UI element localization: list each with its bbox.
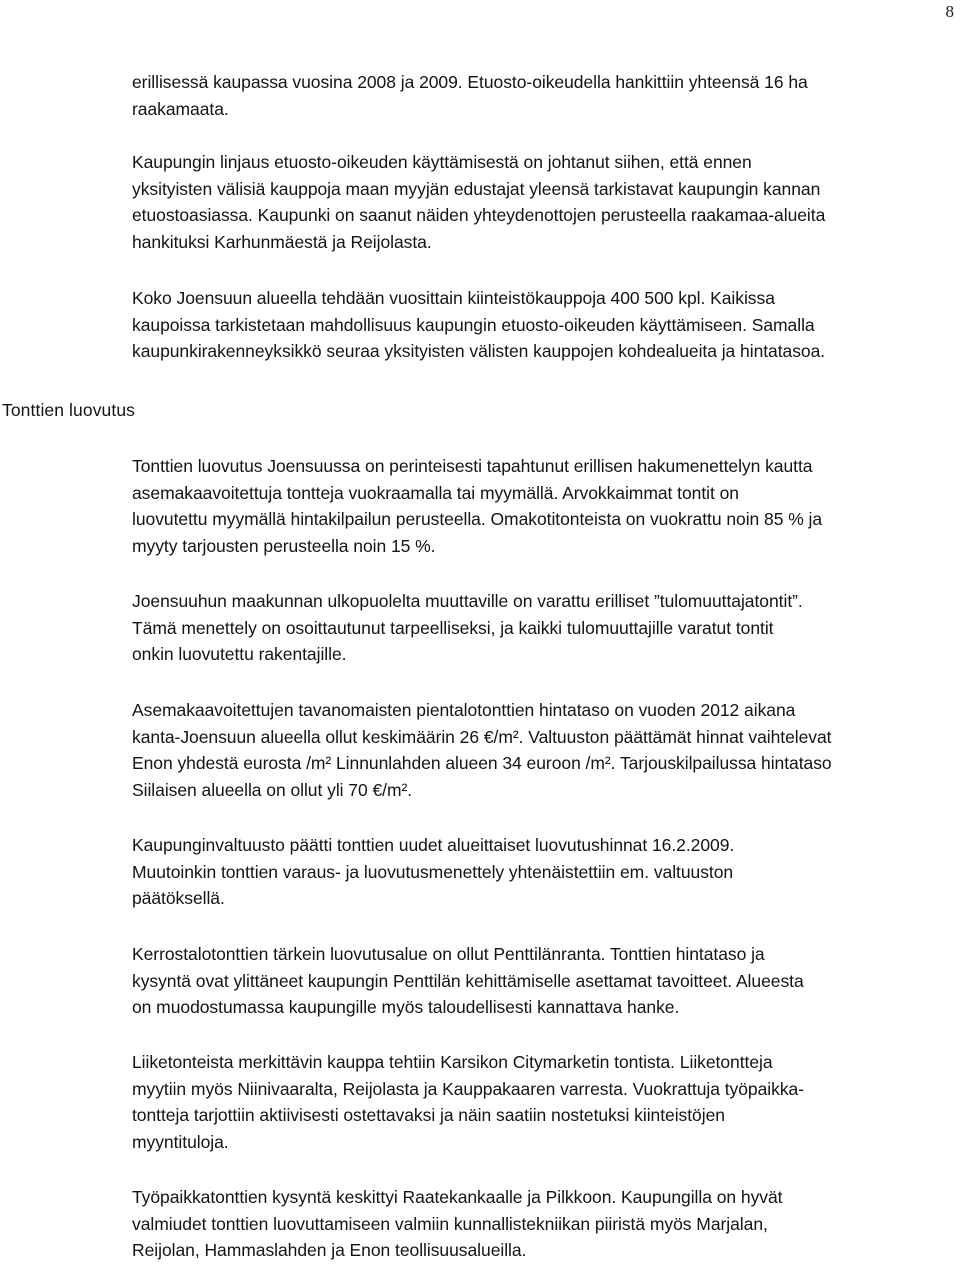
text-line: Joensuuhun maakunnan ulkopuolelta muuttaville on varattu erilliset ”tulomuuttajatontit”. — [132, 591, 803, 611]
text-line: Kaupungin linjaus etuosto-oikeuden käyttämisestä on johtanut siihen, että ennen — [132, 152, 752, 172]
text-line: myyty tarjousten perusteella noin 15 %. — [132, 535, 436, 556]
text-line: Enon yhdestä eurosta /m² Linnunlahden alueen 34 euroon /m². Tarjouskilpailussa hintataso — [132, 753, 832, 774]
text-line: Tämä menettely on osoittautunut tarpeelliseksi, ja kaikki tulomuuttajille varatut tontit — [132, 617, 774, 638]
side-heading: Tonttien luovutus — [2, 400, 136, 420]
text-line: tontteja tarjottiin aktiivisesti ostettavaksi ja näin saatiin nostetuksi kiinteistöjen — [132, 1105, 725, 1126]
text-line: onkin luovutettu rakentajille. — [132, 644, 347, 665]
text-line: Muutoinkin tonttien varaus- ja luovutusmenettely yhtenäistettiin em. valtuuston — [132, 861, 734, 882]
paragraph — [132, 453, 960, 559]
text-line: Kaupunginvaltuusto päätti tonttien uudet alueittaiset luovutushinnat 16.2.2009. — [132, 835, 735, 855]
paragraph — [132, 588, 960, 668]
text-line: asemakaavoitettuja tontteja vuokraamalla tai myymällä. Arvokkaimmat tontit on — [132, 482, 739, 503]
text-line: etuostoasiassa. Kaupunki on saanut näiden yhteydenottojen perusteella raakamaa-alueita — [132, 205, 826, 226]
text-line: Reijolan, Hammaslahden ja Enon teollisuusalueilla. — [132, 1240, 527, 1261]
text-line: päätöksellä. — [132, 888, 225, 909]
text-line: luovutettu myymällä hintakilpailun perusteella. Omakotitonteista on vuokrattu noin 85 % ja — [132, 509, 823, 530]
text-line: kysyntä ovat ylittäneet kaupungin Penttilän kehittämiselle asettamat tavoitteet. Alueesta — [132, 970, 804, 991]
text-line: Kerrostalotonttien tärkein luovutusalue on ollut Penttilänranta. Tonttien hintataso ja — [132, 944, 765, 964]
text-line: yksityisten välisiä kauppoja maan myyjän edustajat yleensä tarkistavat kaupungin kannan — [132, 178, 821, 199]
text-line: kanta-Joensuun alueella ollut keskimäärin 26 €/m². Valtuuston päättämät hinnat vaihtelevat — [132, 726, 832, 747]
text-line: raakamaata. — [132, 98, 229, 119]
paragraph — [132, 1184, 960, 1264]
paragraph — [132, 69, 960, 122]
text-line: valmiudet tonttien luovuttamiseen valmiin kunnallistekniikan piiristä myös Marjalan, — [132, 1213, 768, 1234]
paragraph — [132, 1049, 960, 1155]
text-line: on muodostumassa kaupungille myös taloudellisesti kannattava hanke. — [132, 997, 680, 1018]
paragraph — [132, 832, 960, 912]
text-line: Tonttien luovutus Joensuussa on perinteisesti tapahtunut erillisen hakumenettelyn kautta — [132, 456, 813, 476]
text-line: kaupoissa tarkistetaan mahdollisuus kaupungin etuosto-oikeuden käyttämiseen. Samalla — [132, 314, 815, 335]
paragraph — [132, 697, 960, 803]
text-line: Koko Joensuun alueella tehdään vuosittain kiinteistökauppoja 400 500 kpl. Kaikissa — [132, 288, 775, 308]
text-line: myytiin myös Niinivaaralta, Reijolasta ja Kauppakaaren varresta. Vuokrattuja työpaikka- — [132, 1078, 804, 1099]
text-line: Liiketonteista merkittävin kauppa tehtiin Karsikon Citymarketin tontista. Liiketontteja — [132, 1052, 773, 1072]
text-line: kaupunkirakenneyksikkö seuraa yksityisten välisten kauppojen kohdealueita ja hintatasoa. — [132, 341, 826, 362]
paragraph — [132, 149, 960, 255]
text-line: erillisessä kaupassa vuosina 2008 ja 2009. Etuosto-oikeudella hankittiin yhteensä 16 ha — [132, 72, 808, 92]
paragraph — [132, 941, 960, 1021]
paragraph — [132, 285, 960, 365]
page-number: 8 — [945, 2, 954, 21]
text-line: hankituksi Karhunmäestä ja Reijolasta. — [132, 231, 432, 252]
text-line: Siilaisen alueella on ollut yli 70 €/m². — [132, 779, 413, 800]
text-line: myyntituloja. — [132, 1131, 229, 1152]
text-line: Työpaikkatonttien kysyntä keskittyi Raatekankaalle ja Pilkkoon. Kaupungilla on hyvät — [132, 1187, 783, 1207]
text-line: Asemakaavoitettujen tavanomaisten pientalotonttien hintataso on vuoden 2012 aikana — [132, 700, 796, 720]
